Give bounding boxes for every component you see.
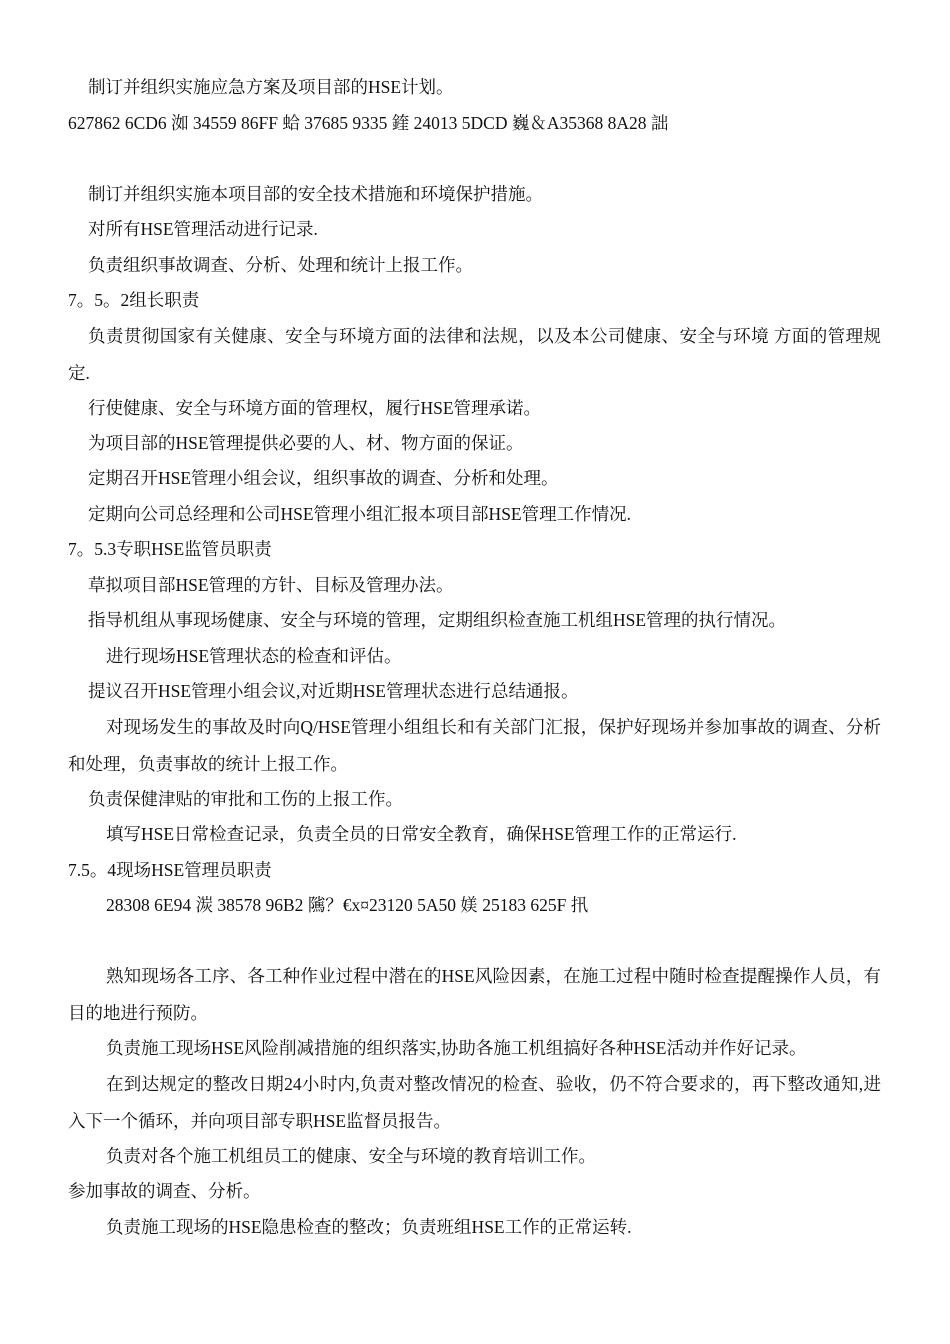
paragraph: 负责贯彻国家有关健康、安全与环境方面的法律和法规，以及本公司健康、安全与环境 方面的管理规定. <box>68 326 881 383</box>
paragraph: 负责对各个施工机组员工的健康、安全与环境的教育培训工作。 <box>106 1146 596 1166</box>
paragraph: 进行现场HSE管理状态的检查和评估。 <box>106 646 402 666</box>
section-heading: 7.5。4现场HSE管理员职责 <box>68 860 272 880</box>
paragraph: 在到达规定的整改日期24小时内,负责对整改情况的检查、验收，仍不符合要求的，再下整改通知,进入下一个循环，并向项目部专职HSE监督员报告。 <box>68 1074 881 1131</box>
paragraph: 负责施工现场的HSE隐患检查的整改；负责班组HSE工作的正常运转. <box>106 1217 632 1237</box>
encoded-text-line: 28308 6E94 湠 38578 96B2 隲？€x¤23120 5A50 媄 25183 625F 扟 <box>106 895 589 915</box>
paragraph: 负责施工现场HSE风险削减措施的组织落实,协助各施工机组搞好各种HSE活动并作好记录。 <box>106 1038 807 1058</box>
paragraph: 制订并组织实施本项目部的安全技术措施和环境保护措施。 <box>88 184 543 204</box>
paragraph: 为项目部的HSE管理提供必要的人、材、物方面的保证。 <box>88 433 524 453</box>
paragraph: 负责组织事故调查、分析、处理和统计上报工作。 <box>88 255 473 275</box>
section-heading: 7。5。2组长职责 <box>68 290 200 310</box>
paragraph: 制订并组织实施应急方案及项目部的HSE计划。 <box>88 77 454 97</box>
paragraph: 提议召开HSE管理小组会议,对近期HSE管理状态进行总结通报。 <box>88 681 579 701</box>
paragraph: 指导机组从事现场健康、安全与环境的管理，定期组织检查施工机组HSE管理的执行情况。 <box>88 610 787 630</box>
paragraph: 负责保健津贴的审批和工伤的上报工作。 <box>88 789 403 809</box>
paragraph: 行使健康、安全与环境方面的管理权，履行HSE管理承诺。 <box>88 398 542 418</box>
paragraph: 定期向公司总经理和公司HSE管理小组汇报本项目部HSE管理工作情况. <box>88 504 631 524</box>
encoded-text-line: 627862 6CD6 洳 34559 86FF 蛤 37685 9335 鍷 24013 5DCD 巍＆A35368 8A28 詘 <box>68 113 669 133</box>
section-heading: 7。5.3专职HSE监管员职责 <box>68 539 272 559</box>
paragraph: 对所有HSE管理活动进行记录. <box>88 219 318 239</box>
paragraph: 草拟项目部HSE管理的方针、目标及管理办法。 <box>88 575 454 595</box>
paragraph: 参加事故的调查、分析。 <box>68 1181 261 1201</box>
paragraph: 定期召开HSE管理小组会议，组织事故的调查、分析和处理。 <box>88 468 559 488</box>
paragraph: 熟知现场各工序、各工种作业过程中潜在的HSE风险因素，在施工过程中随时检查提醒操作人员，有目的地进行预防。 <box>68 966 881 1023</box>
paragraph: 填写HSE日常检查记录，负责全员的日常安全教育，确保HSE管理工作的正常运行. <box>106 824 737 844</box>
paragraph: 对现场发生的事故及时向Q/HSE管理小组组长和有关部门汇报，保护好现场并参加事故的调查、分析和处理，负责事故的统计上报工作。 <box>68 717 881 774</box>
